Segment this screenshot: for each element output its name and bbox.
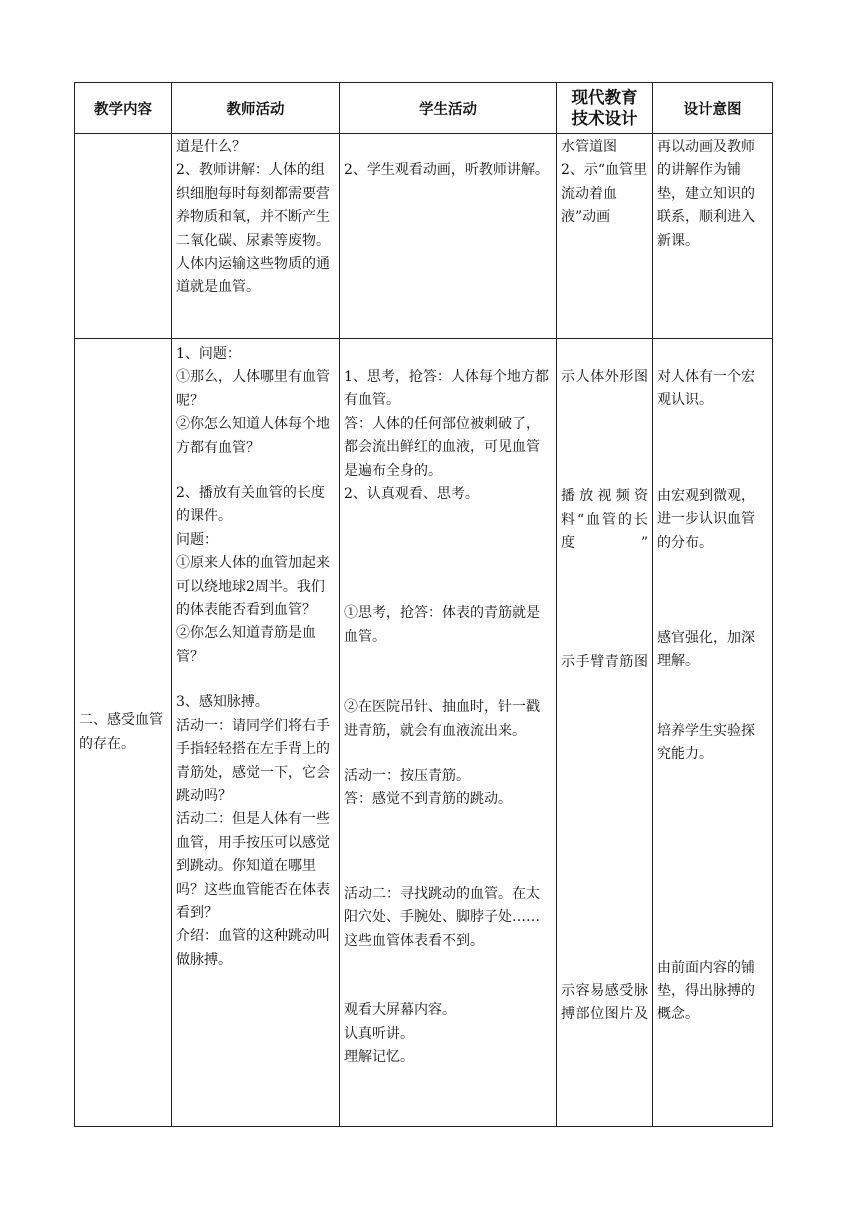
teacher-activity-cell [172,339,340,1127]
teacher-activity-cell [172,134,340,339]
header-design-intent: 设计意图 [653,83,773,134]
teacher-text-pulse: 3、感知脉搏。 活动一：请同学们将右手手指轻轻搭在左手背上的青筋处，感觉一下，它会跳动吗？ 活动二：但是人体有一些血管，用手按压可以感觉到跳动。你知道在哪里吗？这些血管能否在体表看到？ 介绍：血管的这种跳动叫做脉搏。 [176,694,330,968]
design-intent-cell [653,339,773,1127]
intent-text-macro: 对人体有一个宏观认识。 [657,369,755,409]
tech-design-cell [557,339,653,1127]
intent-text-experiment: 培养学生实验探究能力。 [657,722,755,763]
teacher-text-questions: 1、问题： ①那么，人体哪里有血管呢？ ②你怎么知道人体每个地方都有血管？ [176,346,330,456]
student-text-observe: 观看大屏幕内容。 认真听讲。 理解记忆。 [344,1002,456,1065]
header-teacher-activity: 教师活动 [172,83,340,134]
intent-text-pulse-concept: 由前面内容的铺垫，得出脉搏的概念。 [657,959,755,1023]
student-text-activity-2: 活动二：寻找跳动的血管。在太阳穴处、手腕处、脚脖子处……这些血管体表看不到。 [344,885,540,949]
header-student-activity: 学生活动 [340,83,557,134]
header-teaching-content: 教学内容 [75,83,172,134]
student-text-activity-1: 活动一：按压青筋。 答：感觉不到青筋的跳动。 [344,768,512,808]
student-text: 2、学生观看动画，听教师讲解。 [344,162,549,178]
student-text-answer-3: ②在医院吊针、抽血时，针一戳进青筋，就会有血液流出来。 [344,699,540,739]
tech-text-video: 播放视频资料“血管的长度” [561,488,648,552]
design-intent-cell [653,134,773,339]
intent-text-micro: 由宏观到微观，进一步认识血管的分布。 [657,487,755,551]
student-text-answer-2: ①思考，抢答：体表的青筋就是血管。 [344,605,540,645]
student-activity-cell [340,134,557,339]
content-text: 二、感受血管的存在。 [79,712,163,752]
table-row [75,339,773,1127]
content-cell [75,134,172,339]
content-cell [75,339,172,1127]
teacher-text-video: 2、播放有关血管的长度的课件。 问题： ①原来人体的血管加起来可以绕地球2周半。我们的体表能否看到血管？ ②你怎么知道青筋是血管？ [176,485,330,665]
tech-text-body-image: 示人体外形图 [561,369,648,385]
header-row [75,83,773,134]
student-text-answer-1: 1、思考，抢答：人体每个地方都有血管。 答：人体的任何部位被刺破了，都会流出鲜红的血液，可见血管是遍布全身的。 2、认真观看、思考。 [344,369,549,503]
teacher-text: 道是什么？ 2、教师讲解：人体的组织细胞每时每刻都需要营养物质和氧，并不断产生二氧化碳、尿素等废物。人体内运输这些物质的通道就是血管。 [176,139,330,296]
tech-text: 水管道图 2、示“血管里流动着血液”动画 [561,139,648,226]
intent-text: 再以动画及教师的讲解作为铺垫，建立知识的联系，顺利进入新课。 [657,139,755,249]
table-row [75,134,773,339]
tech-text-pulse-image: 示容易感受脉搏部位图片及 [561,983,648,1023]
intent-text-senses: 感官强化，加深理解。 [657,630,755,670]
lesson-plan-table [74,82,773,1127]
student-activity-cell [340,339,557,1127]
header-modern-tech-design: 现代教育 技术设计 [557,83,653,134]
tech-text-arm-image: 示手臂青筋图 [561,653,648,670]
tech-design-cell [557,134,653,339]
